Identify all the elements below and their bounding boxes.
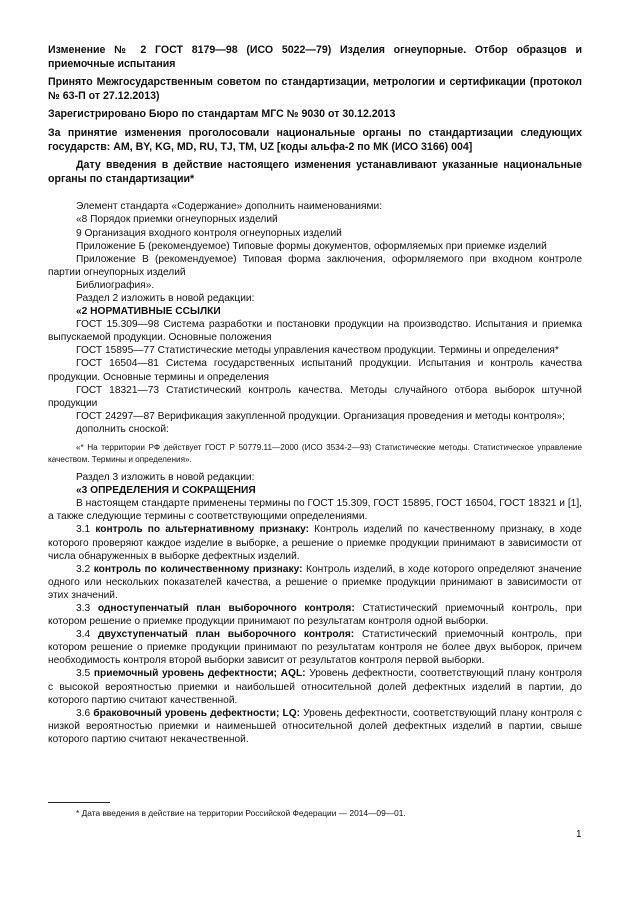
term-name: приемочный уровень дефектности; AQL:	[93, 668, 306, 680]
term-name: двухступенчатый план выборочного контроля:	[97, 629, 355, 641]
term-name: контроль по количественному признаку:	[93, 563, 303, 575]
adopted-line: Принято Межгосударственным советом по стандартизации, метрологии и сертификации (протокол № 63-П от 27.12.2013)	[48, 76, 582, 102]
section3-heading: «3 ОПРЕДЕЛЕНИЯ И СОКРАЩЕНИЯ	[76, 485, 256, 497]
term-text: Уровень дефектности, соответствующий плану контроля с высокой вероятностью приемки и наибольшей относительной долей дефектных изделий в партии, до которого партию считают качественной.	[48, 668, 582, 706]
amendment-title: Изменение № 2 ГОСТ 8179—98 (ИСО 5022—79) Изделия огнеупорные. Отбор образцов и приемочные испытания	[48, 44, 582, 70]
add-note-line: дополнить сноской:	[76, 423, 169, 435]
term-definition	[48, 667, 582, 706]
term-definition	[48, 707, 582, 746]
contents-item: «8 Порядок приемки огнеупорных изделий	[76, 214, 278, 226]
normative-ref: ГОСТ 16504—81 Система государственных испытаний продукции. Испытания и контроль качества продукции. Основные термины и определения	[48, 358, 582, 383]
normative-ref: ГОСТ 18321—73 Статистический контроль качества. Методы случайного отбора выборок штучной продукции	[48, 384, 582, 409]
term-name: контроль по альтернативному признаку:	[95, 524, 309, 536]
effective-date-line: Дату введения в действие настоящего изменения устанавливают указанные национальные органы по стандартизации*	[48, 159, 582, 185]
voted-line: За принятие изменения проголосовали национальные органы по стандартизации следующих государств: AM, BY, KG, MD, RU, TJ, TM, UZ [коды альфа-2 по МК (ИСО 3166) 004]	[48, 126, 582, 153]
registered-line: Зарегистрировано Бюро по стандартам МГС № 9030 от 30.12.2013	[48, 108, 396, 121]
term-name: браковочный уровень дефектности; LQ:	[93, 707, 301, 719]
term-definition	[48, 628, 582, 667]
term-number: 3.5	[76, 668, 91, 680]
term-definition	[48, 602, 582, 628]
contents-item: Библиография».	[76, 279, 155, 291]
term-number: 3.6	[76, 707, 91, 719]
footnote-separator	[48, 802, 110, 803]
contents-item: 9 Организация входного контроля огнеупорных изделий	[76, 227, 342, 239]
normative-ref: ГОСТ 24297—87 Верификация закупленной продукции. Организация проведения и методы контроля»;	[76, 410, 565, 422]
section2-intro: Раздел 2 изложить в новой редакции:	[76, 293, 255, 304]
term-name: одноступенчатый план выборочного контроля:	[97, 602, 355, 614]
section2-note: «* На территории РФ действует ГОСТ Р 50779.11—2000 (ИСО 3534-2—93) Статистические методы. Статистическое управление качеством. Термины и определения».	[48, 443, 582, 464]
term-text: Статистический приемочный контроль, при котором решение о приемке продукции принимают по результатам контроля одной выборки.	[48, 602, 582, 628]
term-definition	[48, 563, 582, 602]
term-text: Контроль изделий по качественному признаку, в ходе которого проверяют каждое изделие в выборке, а решение о приемке продукции принимают в зависимости от числа обнаруженных в выборке дефектных изделий.	[48, 524, 582, 562]
term-text: Статистический приемочный контроль, при котором решение о приемке продукции принимают по результатам контроля не более двух выборок, причем необходимость контроля второй выборки зависит от результатов контроля первой выборки.	[48, 629, 582, 667]
document-page	[48, 44, 582, 746]
term-text: Контроль изделий, в ходе которого определяют значение одного или нескольких показателей качества, а решение о приемке продукции принимают в зависимости от этих значений.	[48, 563, 582, 601]
section3-lead: В настоящем стандарте применены термины по ГОСТ 15.309, ГОСТ 15895, ГОСТ 16504, ГОСТ 18321 и [1], а также следующие термины с соответствующими определениями.	[48, 498, 582, 523]
footnote: * Дата введения в действие на территории Российской Федерации — 2014—09—01.	[76, 808, 406, 818]
term-text: Уровень дефектности, соответствующий плану контроля с низкой вероятностью приемки и наименьшей относительной долей дефектных изделий в партии, свыше которого партию считают некачественной.	[48, 707, 582, 745]
contents-item: Приложение В (рекомендуемое) Типовая форма заключения, оформляемого при входном контроле партии огнеупорных изделий	[48, 253, 582, 278]
term-number: 3.1	[76, 524, 91, 536]
contents-item: Приложение Б (рекомендуемое) Типовые формы документов, оформляемых при приемке изделий	[76, 240, 547, 252]
contents-intro: Элемент стандарта «Содержание» дополнить наименованиями:	[76, 201, 383, 213]
document-body	[48, 200, 582, 746]
normative-ref: ГОСТ 15.309—98 Система разработки и постановки продукции на производство. Испытания и приемка выпускаемой продукции. Основные положения	[48, 319, 582, 344]
term-number: 3.4	[76, 629, 91, 641]
normative-ref: ГОСТ 15895—77 Статистические методы управления качеством продукции. Термины и определения*	[76, 345, 559, 357]
section2-heading: «2 НОРМАТИВНЫЕ ССЫЛКИ	[76, 306, 221, 318]
page-number: 1	[576, 829, 582, 840]
term-definition	[48, 523, 582, 562]
term-number: 3.2	[76, 563, 91, 575]
section3-intro: Раздел 3 изложить в новой редакции:	[76, 472, 255, 484]
term-number: 3.3	[76, 602, 91, 614]
